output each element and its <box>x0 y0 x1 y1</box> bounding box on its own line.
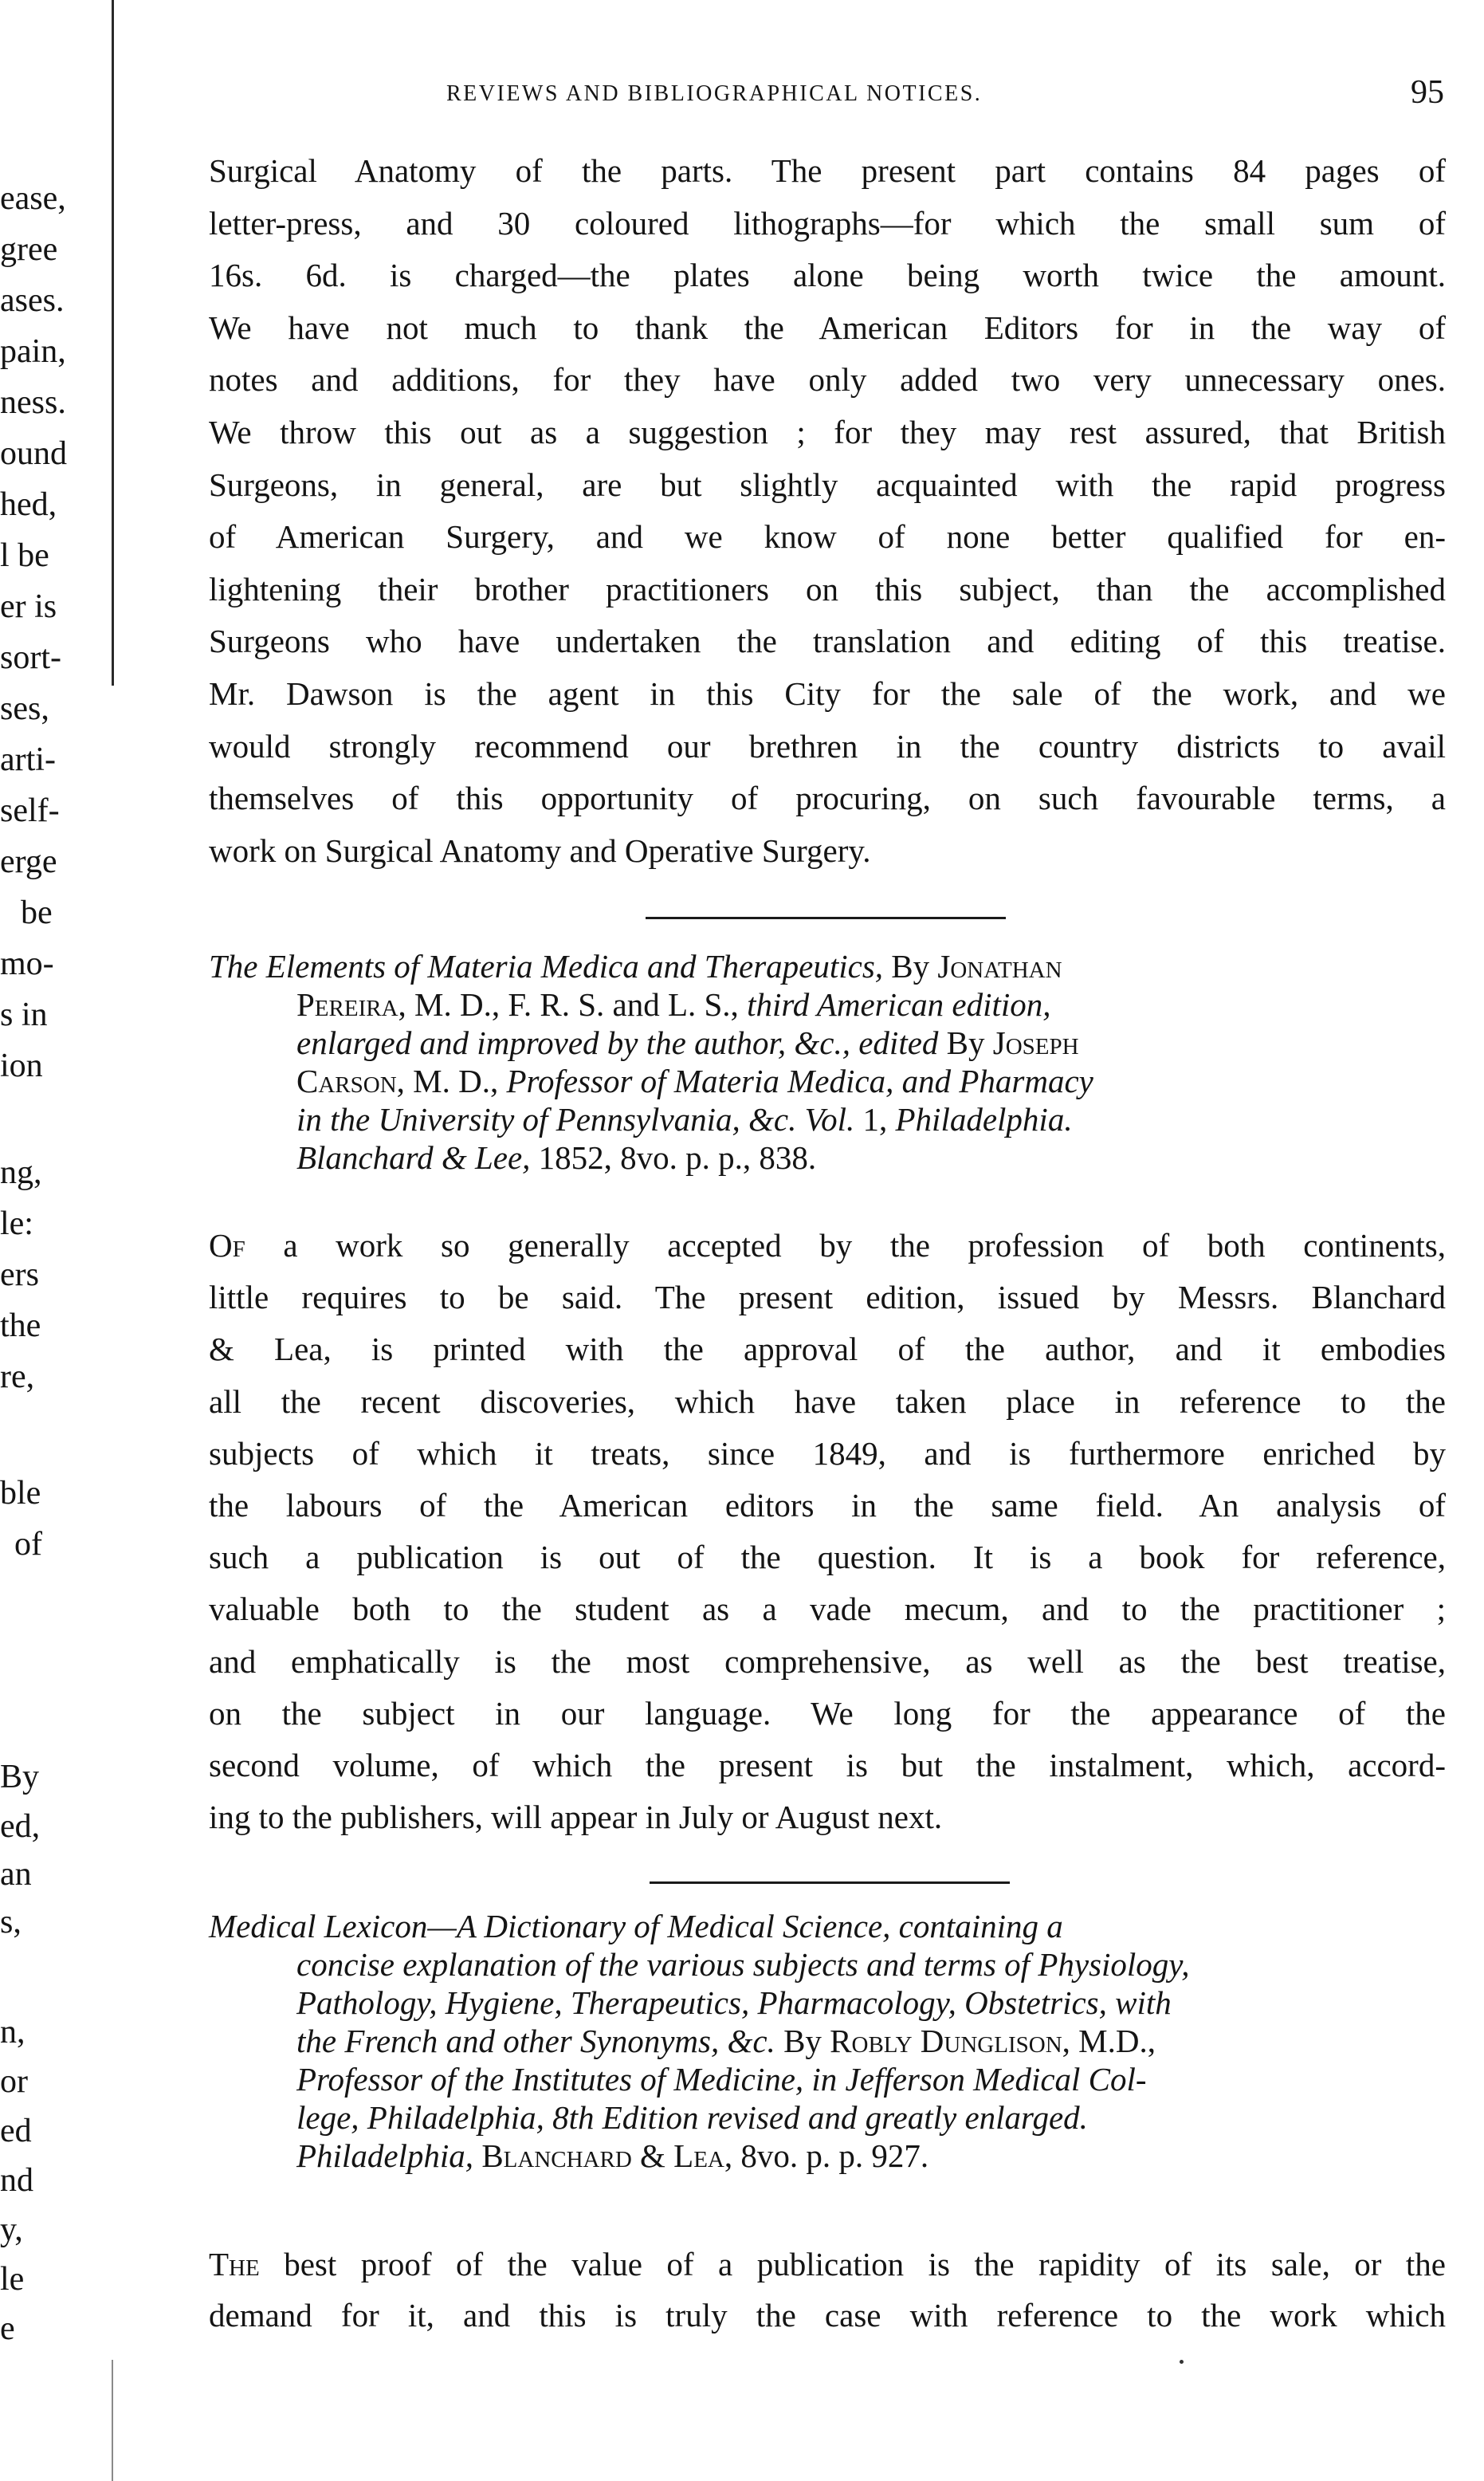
author-name: Jonathan <box>937 948 1062 985</box>
previous-page-fragment: gree <box>0 231 58 268</box>
previous-page-fragment: pain, <box>0 333 66 370</box>
entry-line: concise explanation of the various subjects and terms of Physiology, <box>296 1946 1190 1983</box>
text-line: the labours of the American editors in the same field. An analysis of <box>209 1487 1446 1524</box>
previous-page-fragment: or <box>0 2063 28 2100</box>
previous-page-fragment: ease, <box>0 180 66 217</box>
text-line: Mr. Dawson is the agent in this City for the sale of the work, and we <box>209 674 1446 712</box>
text-line: themselves of this opportunity of procuring, on such favourable terms, a <box>209 780 1446 817</box>
text-line: ing to the publishers, will appear in July or August next. <box>209 1799 943 1836</box>
text-line: Surgical Anatomy of the parts. The present part contains 84 pages of <box>209 152 1446 189</box>
previous-page-fragment: arti- <box>0 741 56 778</box>
previous-page-fragment: ng, <box>0 1154 42 1191</box>
text-line: second volume, of which the present is but the instalment, which, accord- <box>209 1747 1446 1784</box>
entry-line: Pereira, M. D., F. R. S. and L. S., third American edition, <box>296 986 1051 1023</box>
previous-page-fragment: ed, <box>0 1808 41 1845</box>
previous-page-fragment: ion <box>0 1048 43 1084</box>
previous-page-fragment: mo- <box>0 946 54 982</box>
running-head-title: REVIEWS AND BIBLIOGRAPHICAL NOTICES. <box>446 81 983 106</box>
gutter-line <box>112 0 114 686</box>
previous-page-fragment: ers <box>0 1256 39 1293</box>
publisher: Blanchard & Lea <box>473 2137 724 2174</box>
entry-line: Philadelphia, Blanchard & Lea, 8vo. p. p. 927. <box>296 2137 929 2174</box>
previous-page-fragment: s in <box>0 997 48 1033</box>
previous-page-fragment: the <box>0 1307 41 1344</box>
entry-line: the French and other Synonyms, &c. By Robly Dunglison, M.D., <box>296 2023 1156 2059</box>
entry-line: Professor of the Institutes of Medicine, in Jefferson Medical Col- <box>296 2061 1147 2098</box>
review-paragraph-medical-lexicon <box>209 2239 1446 2341</box>
author-name: Pereira <box>296 986 398 1023</box>
previous-page-fragment: ses, <box>0 690 49 727</box>
text-line: little requires to be said. The present edition, issued by Messrs. Blanchard <box>209 1279 1446 1316</box>
text-line: We throw this out as a suggestion ; for they may rest assured, that British <box>209 413 1446 450</box>
previous-page-fragment: le: <box>0 1205 33 1242</box>
previous-page-fragment: ble <box>0 1475 41 1512</box>
text-line: would strongly recommend our brethren in the country districts to avail <box>209 727 1446 765</box>
text-line: all the recent discoveries, which have taken place in reference to the <box>209 1382 1446 1420</box>
text-line: Of a work so generally accepted by the profession of both continents, <box>209 1227 1446 1264</box>
editor-name: Joseph <box>992 1024 1079 1061</box>
text-line: We have not much to thank the American Editors for in the way of <box>209 309 1446 346</box>
previous-page-fragment: er is <box>0 588 57 625</box>
book-entry-materia-medica <box>209 947 1452 1177</box>
previous-page-fragment: self- <box>0 792 60 829</box>
author-name: Robly Dunglison <box>830 2023 1062 2059</box>
previous-page-fragment: sort- <box>0 639 61 676</box>
section-divider <box>650 1881 1010 1884</box>
section-divider <box>646 917 1006 919</box>
text-line: subjects of which it treats, since 1849, and is furthermore enriched by <box>209 1434 1446 1472</box>
entry-line: in the University of Pennsylvania, &c. Vol. 1, Philadelphia. <box>296 1101 1073 1138</box>
text-line: letter-press, and 30 coloured lithographs—for which the small sum of <box>209 204 1446 242</box>
print-speck <box>1180 2360 1184 2364</box>
editor-name: Carson <box>296 1063 397 1099</box>
text-line: work on Surgical Anatomy and Operative Surgery. <box>209 832 871 869</box>
entry-line: Blanchard & Lee, 1852, 8vo. p. p., 838. <box>296 1139 817 1176</box>
text-line: demand for it, and this is truly the case with reference to the work which <box>209 2297 1446 2334</box>
previous-page-fragment: ases. <box>0 282 65 319</box>
entry-line: Carson, M. D., Professor of Materia Medica, and Pharmacy <box>296 1063 1093 1099</box>
previous-page-fragment: e <box>0 2310 15 2347</box>
review-paragraph-materia-medica <box>209 1220 1446 1843</box>
previous-page-fragment: of <box>14 1526 42 1563</box>
text-line: notes and additions, for they have only added two very unnecessary ones. <box>209 361 1446 399</box>
opening-word: The <box>209 2246 260 2282</box>
entry-line: Pathology, Hygiene, Therapeutics, Pharmacology, Obstetrics, with <box>296 1984 1172 2021</box>
text-line: & Lea, is printed with the approval of the author, and it embodies <box>209 1331 1446 1368</box>
previous-page-fragment: hed, <box>0 486 57 523</box>
entry-line: Medical Lexicon—A Dictionary of Medical Science, containing a <box>209 1908 1063 1944</box>
running-head <box>215 73 1458 113</box>
previous-page-fragment: re, <box>0 1358 35 1395</box>
previous-page-fragment: By <box>0 1759 40 1795</box>
entry-line: enlarged and improved by the author, &c., edited By Joseph <box>296 1024 1079 1061</box>
text-line: Surgeons, in general, are but slightly acquainted with the rapid progress <box>209 466 1446 503</box>
previous-page-fragment: nd <box>0 2162 33 2199</box>
publisher: Blanchard & Lee, <box>296 1139 531 1176</box>
previous-page-fragment: erge <box>0 843 57 880</box>
previous-page-fragment: be <box>21 894 53 931</box>
previous-page-fragment: y, <box>0 2212 23 2248</box>
previous-page-fragment: l be <box>0 537 49 574</box>
previous-page-fragment: le <box>0 2261 25 2298</box>
text-line: 16s. 6d. is charged—the plates alone being worth twice the amount. <box>209 257 1446 294</box>
previous-page-fragment: ed <box>0 2113 32 2149</box>
previous-page-fragment: ound <box>0 435 67 472</box>
gutter-line <box>112 2360 113 2481</box>
text-line: Surgeons who have undertaken the translation and editing of this treatise. <box>209 623 1446 660</box>
text-line: and emphatically is the most comprehensive, as well as the best treatise, <box>209 1642 1446 1680</box>
opening-word: Of <box>209 1227 245 1264</box>
review-paragraph-surgical-anatomy <box>209 145 1446 877</box>
text-line: of American Surgery, and we know of none better qualified for en- <box>209 518 1446 556</box>
entry-title: The Elements of Materia Medica and Therapeutics, <box>209 948 884 985</box>
page-number: 95 <box>1411 74 1444 111</box>
text-line: on the subject in our language. We long for the appearance of the <box>209 1694 1446 1732</box>
previous-page-fragment: an <box>0 1856 32 1893</box>
entry-line: lege, Philadelphia, 8th Edition revised and greatly enlarged. <box>296 2099 1088 2136</box>
text-line: valuable both to the student as a vade mecum, and to the practitioner ; <box>209 1590 1446 1628</box>
text-line: lightening their brother practitioners on this subject, than the accomplished <box>209 570 1446 607</box>
entry-line: The Elements of Materia Medica and Therapeutics, By Jonathan <box>209 948 1062 985</box>
book-entry-medical-lexicon <box>209 1907 1452 2175</box>
previous-page-margin <box>0 0 104 2481</box>
previous-page-fragment: n, <box>0 2014 26 2050</box>
text-line: The best proof of the value of a publication is the rapidity of its sale, or the <box>209 2246 1447 2282</box>
previous-page-fragment: s, <box>0 1904 22 1940</box>
previous-page-fragment: ness. <box>0 384 66 421</box>
text-line: such a publication is out of the question. It is a book for reference, <box>209 1539 1446 1576</box>
